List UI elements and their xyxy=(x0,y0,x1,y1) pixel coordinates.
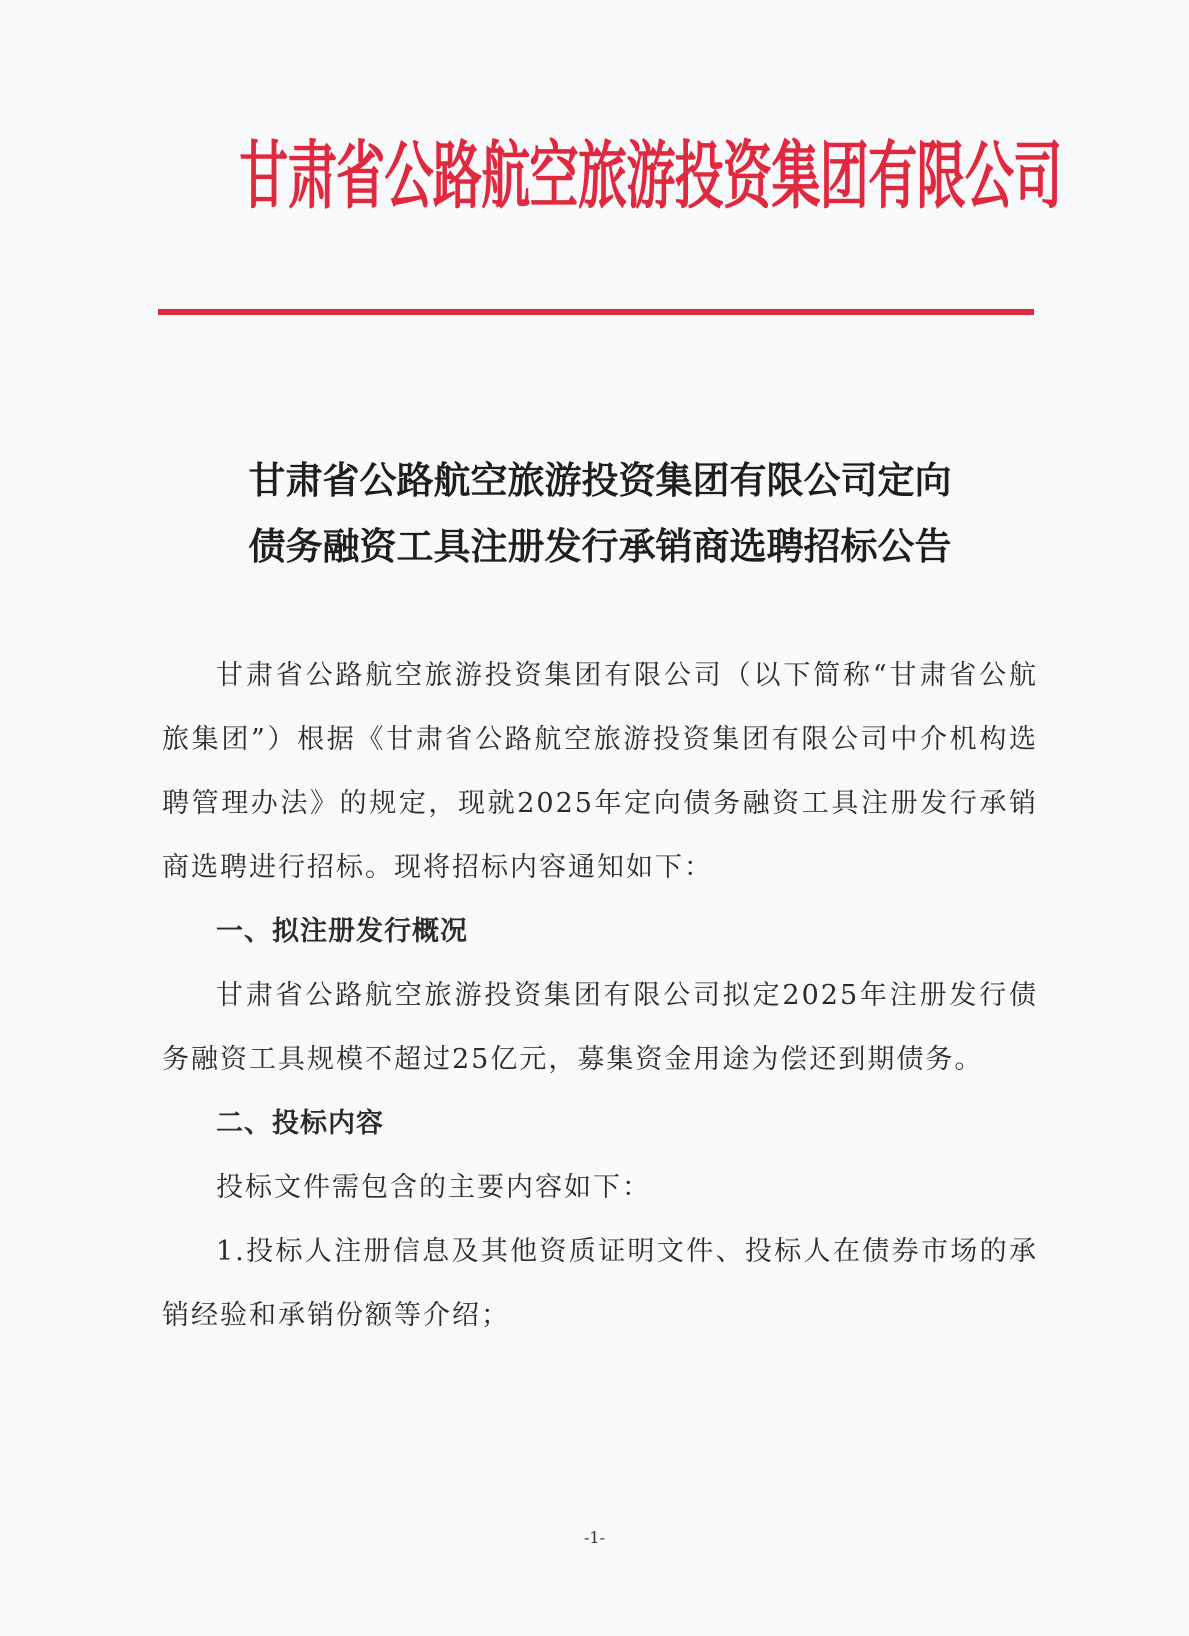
letterhead-red-rule xyxy=(158,309,1034,315)
document-title xyxy=(160,448,1040,580)
letterhead-org-name: 甘肃省公路航空旅游投资集团有限公司 xyxy=(239,133,1062,220)
intro-paragraph: 甘肃省公路航空旅游投资集团有限公司（以下简称“甘肃省公航旅集团”）根据《甘肃省公路航空旅游投资集团有限公司中介机构选聘管理办法》的规定，现就2025年定向债务融资工具注册发行承销商选聘进行招标。现将招标内容通知如下： xyxy=(162,660,1038,883)
section-2-heading: 二、投标内容 xyxy=(216,1108,384,1139)
section-1-heading: 一、拟注册发行概况 xyxy=(216,916,468,947)
section-2-item-1: 1.投标人注册信息及其他资质证明文件、投标人在债券市场的承销经验和承销份额等介绍； xyxy=(162,1236,1038,1331)
title-line-2: 债务融资工具注册发行承销商选聘招标公告 xyxy=(248,525,952,568)
section-2-intro: 投标文件需包含的主要内容如下： xyxy=(216,1172,651,1203)
page-number: -1- xyxy=(584,1528,605,1547)
document-body xyxy=(162,644,1038,1348)
title-line-1: 甘肃省公路航空旅游投资集团有限公司定向 xyxy=(248,459,952,502)
section-1-paragraph: 甘肃省公路航空旅游投资集团有限公司拟定2025年注册发行债务融资工具规模不超过25亿元，募集资金用途为偿还到期债务。 xyxy=(162,980,1038,1075)
